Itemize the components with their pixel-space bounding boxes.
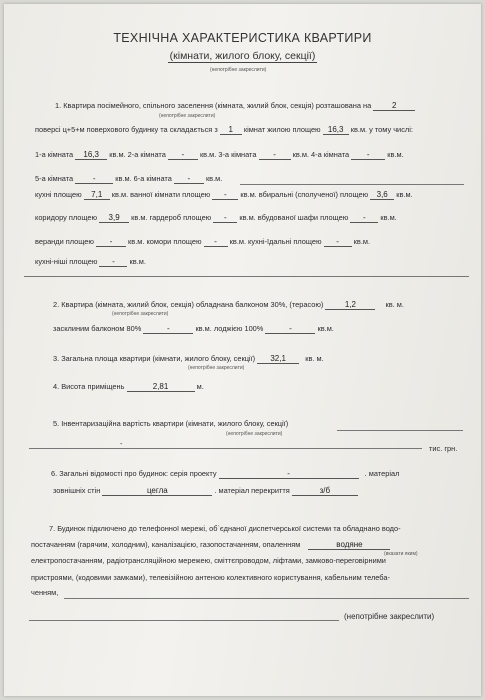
room-3-value: -	[259, 150, 291, 160]
s1-rooms-1-4: 1-а кімната 16,3 кв.м. 2-а кімната - кв.м. 3-а кімната - кв.м. 4-а кімната - кв.м.	[35, 150, 404, 159]
s6-walls-line: зовнішніх стін цегла . матеріал перекриття з/б	[53, 486, 358, 496]
room-5-value: -	[75, 174, 113, 184]
walls-value: цегла	[102, 486, 212, 496]
s5-value-line: 5. Інвентаризаційна вартість квартири (кімнати, жилого блоку, секції)	[53, 419, 289, 428]
s7-line-3: електропостачанням, радіотрансляційною мережею, сміттєпроводом, ліфтами, замково-переговірними	[31, 556, 386, 565]
corridor-value: 3,9	[99, 213, 129, 223]
s5-hint: (непотрібне закреслити)	[226, 431, 283, 437]
s6-series-line: 6. Загальні відомості про будинок: серія проекту - . матеріал	[51, 469, 400, 478]
s2-hint: (непотрібне закреслити)	[112, 311, 169, 317]
s1-corridor-line: коридору площею 3,9 кв.м. гардероб площею - кв.м. вбудованої шафи площею - кв.м.	[35, 213, 397, 222]
s2-balcony-line: 2. Квартира (кімната, жилий блок, секція) обладнана балконом 30%, (терасою) 1,2 кв. м.	[53, 300, 404, 309]
s1-rooms-line: поверсі ц+5+м поверхового будинку та складається з 1 кімнат жилою площею 16,3 кв.м. у тому числі:	[35, 125, 413, 134]
document-sheet	[4, 4, 481, 696]
s2-glazed-line: засклиним балконом 80% - кв.м. лоджією 100% - кв.м.	[53, 324, 334, 333]
niche-value: -	[99, 257, 127, 267]
room-4-value: -	[351, 150, 385, 160]
s7-line-4: пристроями, (кодовими замками), телевізійною антеною колективного користування, кабельним телеба-	[31, 573, 390, 582]
s7-line-5: ченням,	[31, 588, 59, 597]
total-area-value: 32,1	[257, 354, 299, 364]
s7-rule-2	[29, 620, 339, 621]
s7-hint: (вказати яким)	[384, 551, 418, 557]
kitchen-dining-value: -	[324, 237, 352, 247]
s4-height-line: 4. Висота приміщень 2,81 м.	[53, 382, 204, 391]
room-6-value: -	[174, 174, 204, 184]
pantry-value: -	[204, 237, 228, 247]
s7-line-2: постачанням (гарячим, холодним), каналізацією, газопостачанням, опаленням водяне	[31, 540, 390, 550]
s3-total-line: 3. Загальна площа квартири (кімнати, жилого блоку, секції) 32,1 кв. м.	[53, 354, 324, 363]
s3-hint: (непотрібне закреслити)	[188, 365, 245, 371]
wardrobe-value: -	[213, 213, 237, 223]
room-2-value: -	[168, 150, 198, 160]
living-area-value: 16,3	[323, 125, 349, 135]
wc-value: 3,6	[370, 190, 394, 200]
subtitle-hint: (непотрібне закреслити)	[210, 67, 267, 73]
s5-unit: тис. грн.	[429, 444, 458, 453]
document-subtitle: (кімнати, жилого блоку, секції)	[169, 50, 316, 62]
glazed-balcony-value: -	[143, 324, 193, 334]
s7-rule-1	[64, 598, 469, 599]
height-value: 2,81	[127, 382, 195, 392]
footer-note: (непотрібне закреслити)	[344, 612, 435, 621]
rooms-5-6-rule	[240, 184, 464, 185]
rooms-value: 1	[220, 125, 242, 135]
s1-veranda-line: веранди площею - кв.м. комори площею - кв.м. кухні-їдальні площею - кв.м.	[35, 237, 371, 246]
section-1-rule	[24, 276, 469, 277]
veranda-value: -	[96, 237, 126, 247]
heating-value: водяне	[308, 540, 390, 550]
room-1-value: 16,3	[75, 150, 107, 160]
s1-kitchen-line: кухні площею 7,1 кв.м. ванної кімнати площею - кв.м. вбиральні (сполученої) площею 3,6 кв.м.	[35, 190, 413, 199]
s1-intro: 1. Квартира посімейного, спільного заселення (кімната, жилий блок, секція) розташована на 2	[55, 101, 415, 111]
loggia-value: -	[265, 324, 315, 334]
inventory-value: -	[120, 439, 123, 448]
floor-material-value: з/б	[292, 486, 358, 496]
s7-line-1: 7. Будинок підключено до телефонної мережі, об`єднаної диспетчерської системи та обладнано водо-	[49, 524, 401, 533]
s1-rooms-5-6: 5-а кімната - кв.м. 6-а кімната - кв.м.	[35, 174, 223, 183]
document-title: ТЕХНІЧНА ХАРАКТЕРИСТИКА КВАРТИРИ	[113, 31, 372, 45]
s1-hint: (непотрібне закреслити)	[159, 113, 216, 119]
bath-value: -	[212, 190, 238, 200]
floor-value: 2	[373, 101, 415, 111]
balcony-value: 1,2	[325, 300, 375, 310]
s5-rule-bottom	[29, 448, 422, 449]
series-value: -	[219, 469, 359, 479]
s5-rule-top	[337, 430, 463, 431]
closet-value: -	[350, 213, 378, 223]
kitchen-value: 7,1	[84, 190, 110, 200]
s1-niche-line: кухні-ніші площею - кв.м.	[35, 257, 146, 266]
